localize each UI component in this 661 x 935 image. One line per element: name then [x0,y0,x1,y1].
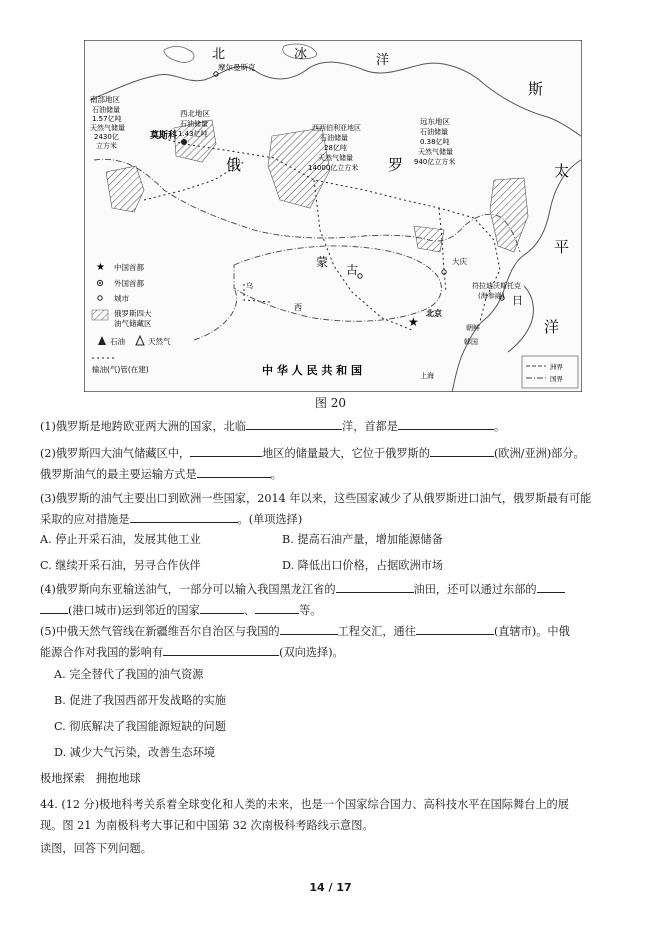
answer-blank[interactable] [416,622,494,635]
question-text: 油田，还可以通过东部的 [413,583,537,596]
map-label: 西西伯利亚地区 [312,124,361,132]
legend-label: 国界 [550,375,563,383]
question-text: 等。 [299,604,322,617]
legend-label: 城市 [114,294,129,303]
answer-blank[interactable] [246,417,342,430]
page-number: 14 / 17 [309,881,352,894]
question-3 [40,488,628,530]
question-2 [40,443,628,485]
question-text: (3)俄罗斯的油气主要出口到欧洲一些国家，2014 年以来，这些国家减少了从俄罗斯进口油气，俄罗斯最有可能 [40,492,592,505]
question-text: 。 [494,420,506,433]
q5-option-a[interactable]: A. 完全替代了我国的油气资源 [54,668,204,681]
question-1 [40,416,628,437]
map-label: 摩尔曼斯克 [218,63,256,72]
map-label: 1.43亿吨 [178,130,208,138]
question-text: (5)中俄天然气管线在新疆维吾尔自治区与我国的 [40,625,280,638]
answer-blank[interactable] [398,417,494,430]
answer-blank[interactable] [336,580,414,593]
map-label: 北 [212,47,226,62]
answer-blank[interactable] [40,601,68,614]
q3-option-a[interactable]: A. 停止开采石油，发展其他工业 [40,533,201,546]
question-text: 现。图 21 为南极科考大事记和中国第 32 次南极科考路线示意图。 [40,819,374,832]
answer-blank[interactable] [197,465,271,478]
question-text: 。 [270,468,282,481]
question-text: (2)俄罗斯四大油气储藏区中， [40,447,191,460]
answer-blank[interactable] [190,444,262,457]
map-label: 西北地区 [180,109,210,118]
question-44 [40,794,628,836]
map-label: 日 [512,294,523,307]
map-label: 1.57亿吨 [92,115,122,123]
answer-blank[interactable] [537,580,565,593]
map-label: 乌 [246,282,253,290]
question-text: 工程交汇，通往 [337,625,416,638]
question-text: (直辖市)。中俄 [493,625,570,638]
map-label: 石油储量 [320,134,348,142]
map-label: 南部地区 [90,95,120,104]
question-text: 地区的储量最大，它位于俄罗斯的 [262,447,430,460]
map-label: 北京 [426,309,442,318]
question-4 [40,579,628,621]
map-label: 莫斯科 [150,131,178,141]
legend-label: 中国首都 [114,263,144,272]
legend-label: 洲界 [550,363,563,371]
map-label: 上海 [420,372,434,380]
legend-label: 油气储藏区 [114,319,152,328]
map-label: 朝鲜 [466,324,480,332]
question-text: 44. (12 分)极地科考关系着全球变化和人类的未来，也是一个国家综合国力、高科技水平在国际舞台上的展 [40,798,569,811]
question-text: 采取的应对措施是 [40,513,130,526]
q3-option-b[interactable]: B. 提高石油产量，增加能源储备 [282,533,443,546]
question-text: (1)俄罗斯是地跨欧亚两大洲的国家，北临 [40,420,247,433]
section-title: 极地探索 拥抱地球 [40,772,141,785]
map-label: 西 [294,303,302,312]
map-label: 蒙 [316,255,329,269]
map-label: 洋 [544,318,560,336]
map-label: 平 [554,238,570,256]
q3-option-c[interactable]: C. 继续开采石油，另寻合作伙伴 [40,559,201,572]
question-text: 。(单项选择) [237,513,303,526]
question-text: 洋，首都是 [342,420,398,433]
map-label: (海参崴) [478,292,505,300]
q5-option-c[interactable]: C. 彻底解决了我国能源短缺的问题 [54,720,226,733]
map-label: 28亿吨 [324,144,347,152]
question-5 [40,621,628,663]
question-text: (4)俄罗斯向东亚输送油气，一部分可以输入我国黑龙江省的 [40,583,336,596]
map-label: 天然气储量 [318,154,353,162]
answer-blank[interactable] [130,510,238,523]
q5-option-b[interactable]: B. 促进了我国西部开发战略的实施 [54,694,226,707]
map-label: 冰 [294,47,308,62]
answer-blank[interactable] [163,643,279,656]
legend-label: 石油 [110,337,125,346]
answer-blank[interactable] [255,601,299,614]
q3-option-d[interactable]: D. 降低出口价格，占据欧洲市场 [282,559,444,572]
map-label: 石油储量 [180,120,208,128]
legend-label: 天然气 [148,337,171,346]
map-label: 石油储量 [420,128,448,136]
question-text: 俄罗斯油气的最主要运输方式是 [40,468,197,481]
question-text: (双向选择)。 [279,646,344,659]
map-label: 远东地区 [420,117,450,126]
map-label: 大庆 [452,257,467,266]
legend-label: 俄罗斯四大 [114,309,152,318]
answer-blank[interactable] [280,622,338,635]
map-label: 天然气储量 [90,124,125,132]
question-44-instruction: 读图，回答下列问题。 [40,842,152,855]
map-label: 俄 [226,156,242,174]
map-label: 天然气储量 [418,148,453,156]
map-label: 太 [554,162,570,180]
map-label: 0.38亿吨 [420,138,450,146]
map-label: 斯 [528,80,544,98]
russia-oil-gas-map [84,40,582,392]
map-label: 洋 [376,53,390,68]
map-label: 中 华 人 民 共 和 国 [262,364,362,377]
svg-text:★: ★ [96,262,105,273]
answer-blank[interactable] [200,601,244,614]
figure-caption: 图 20 [314,396,347,410]
moscow-dot [181,139,187,145]
question-text: 能源合作对我国的影响有 [40,646,164,659]
map-label: 古 [346,263,359,277]
legend-label: 输油(气)管(在建) [92,365,149,374]
map-label: 罗 [388,156,404,174]
map-label: 940亿立方米 [414,158,456,166]
answer-blank[interactable] [430,444,494,457]
beijing-star: ★ [408,315,419,329]
question-text: (港口城市)运到邻近的国家 [68,604,200,617]
map-label: 韩国 [464,338,478,346]
map-label: 2430亿 [94,133,119,141]
map-label: 石油储量 [92,106,120,114]
legend-label: 外国首都 [114,279,144,288]
question-text: (欧洲/亚洲)部分。 [493,447,585,460]
map-svg [84,40,582,392]
q5-option-d[interactable]: D. 减少大气污染，改善生态环境 [54,746,216,759]
map-label: 14000亿立方米 [308,164,359,172]
question-text: 、 [243,604,255,617]
map-label: 立方米 [96,142,117,150]
map-label: 符拉迪沃斯托克 [472,282,521,290]
